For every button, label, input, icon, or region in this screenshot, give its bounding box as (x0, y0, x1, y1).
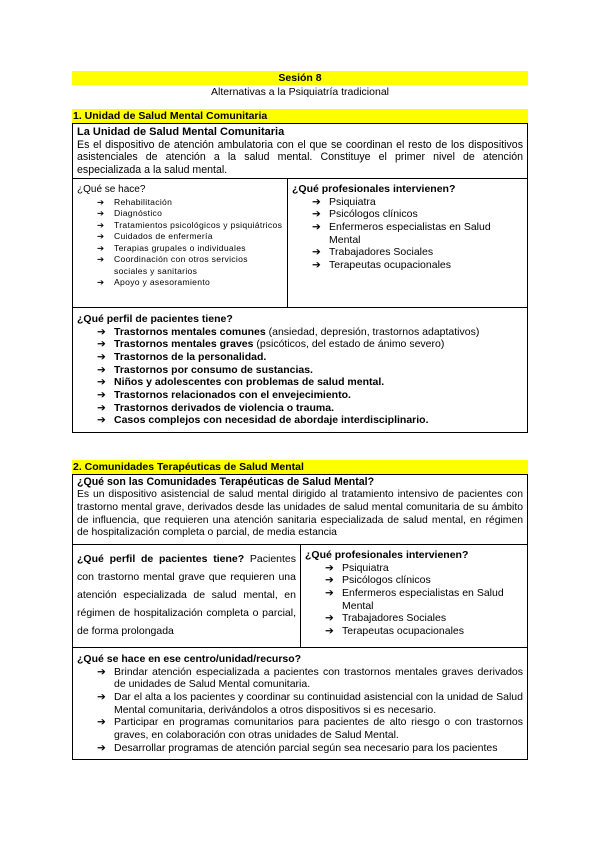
list-item (97, 338, 523, 351)
section-2-intro-text: Es un dispositivo asistencial de salud mental dirigido al tratamiento intensivo de pacientes con trastorno mental grave, derivados desde las unidades de salud mental comunitaria de su ámbito de influencia, que requieren una atención sanitaria especializada de salud mental, en régimen de hospitalización completa o parcial, de media estancia (77, 489, 523, 539)
section-1-intro-text: Es el dispositivo de atención ambulatoria con el que se coordinan el resto de los dispositivos asistenciales de atención a la salud mental. Constituye el primer nivel de atención especializada a la salud mental. (77, 138, 523, 176)
list-item-text: Cuidados de enfermería (114, 231, 213, 241)
list-item (97, 231, 283, 243)
list-item-text: Trabajadores Sociales (342, 612, 447, 625)
profile-item-bold: Niños y adolescentes con problemas de salud mental. (114, 376, 385, 389)
section-1-intro-cell (73, 124, 527, 179)
list-item-text: Brindar atención especializada a pacientes con trastornos mentales graves derivados de unidades de Salud Mental comunitaria. (114, 665, 523, 691)
arrow-bullet-icon: ➔ (97, 401, 106, 414)
arrow-bullet-icon: ➔ (97, 208, 105, 218)
list-item-text: Rehabilitación (114, 196, 173, 207)
arrow-bullet-icon: ➔ (97, 231, 105, 241)
list-item (312, 259, 523, 272)
list-item (325, 625, 523, 638)
section-1-two-column-row (73, 179, 527, 308)
section-2-intro-cell (73, 475, 527, 545)
section-1-professionals-cell (288, 179, 527, 307)
section-2-profile-text: Pacientes con trastorno mental grave que requieren una atención especializada de salud mental, en régimen de hospitalización completa o parcial, de forma prolongada (77, 553, 297, 637)
list-item (312, 221, 523, 246)
section-1-profile-cell (73, 308, 527, 432)
list-item (312, 196, 523, 209)
profile-item-bold: Trastornos de la personalidad. (114, 350, 267, 363)
list-item-text: Terapeutas ocupacionales (329, 259, 452, 272)
section-2-profile-cell (73, 545, 301, 647)
list-item (312, 208, 523, 221)
section-2-what-list (77, 666, 523, 755)
section-1-heading: 1. Unidad de Salud Mental Comunitaria (72, 109, 528, 123)
arrow-bullet-icon: ➔ (325, 561, 334, 574)
list-item-text: Terapeutas ocupacionales (342, 625, 465, 638)
section-1-professionals-title: ¿Qué profesionales intervienen? (292, 183, 456, 195)
list-item (97, 326, 523, 339)
section-1-what-title: ¿Qué se hace? (77, 184, 146, 195)
section-1-intro-title: La Unidad de Salud Mental Comunitaria (77, 126, 285, 138)
list-item (97, 351, 523, 364)
section-2-two-column-row (73, 545, 527, 648)
section-2-what-cell (73, 648, 527, 759)
arrow-bullet-icon: ➔ (97, 363, 106, 376)
list-item-text: Diagnóstico (114, 208, 163, 218)
section-1-profile-title: ¿Qué perfil de pacientes tiene? (77, 313, 233, 325)
session-subtitle: Alternativas a la Psiquiatría tradicional (210, 86, 389, 98)
arrow-bullet-icon: ➔ (312, 246, 321, 259)
profile-item-bold: Trastornos por consumo de sustancias. (114, 363, 313, 376)
section-1-what-list (77, 197, 283, 289)
list-item (97, 402, 523, 415)
section-2-what-title: ¿Qué se hace en ese centro/unidad/recurso? (77, 653, 302, 665)
list-item (97, 666, 523, 691)
arrow-bullet-icon: ➔ (97, 376, 106, 389)
list-item (97, 243, 283, 255)
section-1-professionals-list (292, 196, 523, 272)
section-2-professionals-cell (301, 545, 527, 647)
profile-item-detail: (ansiedad, depresión, trastornos adaptativos) (265, 325, 480, 338)
profile-item-bold: Trastornos relacionados con el envejecimiento. (114, 389, 351, 402)
arrow-bullet-icon: ➔ (97, 325, 106, 338)
profile-item-bold: Trastornos mentales graves (114, 338, 254, 351)
arrow-bullet-icon: ➔ (312, 220, 321, 233)
list-item-text: Apoyo y asesoramiento (114, 277, 211, 287)
list-item (97, 364, 523, 377)
list-item (325, 562, 523, 575)
list-item (97, 376, 523, 389)
arrow-bullet-icon: ➔ (97, 716, 106, 729)
arrow-bullet-icon: ➔ (97, 690, 106, 703)
list-item (97, 208, 283, 220)
section-2-professionals-list (305, 562, 523, 638)
list-item (97, 742, 523, 755)
list-item-text: Enfermeros especialistas en Salud Mental (342, 586, 504, 612)
arrow-bullet-icon: ➔ (312, 195, 321, 208)
list-item-text: Terapias grupales o individuales (114, 242, 246, 253)
arrow-bullet-icon: ➔ (97, 414, 106, 427)
list-item-text: Coordinación con otros servicios sociales y sanitarios (114, 254, 248, 276)
arrow-bullet-icon: ➔ (97, 219, 105, 230)
list-item-text: Desarrollar programas de atención parcial según sea necesario para los pacientes (114, 741, 498, 754)
section-2-table (72, 474, 528, 760)
list-item-text: Psicólogos clínicos (342, 574, 431, 587)
list-item-text: Dar el alta a los pacientes y coordinar su continuidad asistencial con la unidad de Salud Mental comunitaria, derivándolos a otros dispositivos si es necesario. (114, 690, 523, 716)
arrow-bullet-icon: ➔ (97, 277, 105, 287)
section-1-table (72, 123, 528, 433)
section-2-heading: 2. Comunidades Terapéuticas de Salud Mental (72, 460, 528, 474)
list-item (325, 587, 523, 612)
arrow-bullet-icon: ➔ (97, 741, 106, 754)
section-2-profile-title: ¿Qué perfil de pacientes tiene? (77, 553, 245, 565)
session-title: Sesión 8 (72, 71, 528, 85)
profile-item-bold: Trastornos derivados de violencia o trauma. (114, 401, 334, 414)
arrow-bullet-icon: ➔ (312, 208, 321, 221)
section-2-intro-title: ¿Qué son las Comunidades Terapéuticas de Salud Mental? (77, 476, 375, 488)
arrow-bullet-icon: ➔ (97, 242, 105, 253)
list-item-text: Tratamientos psicológicos y psiquiátricos (114, 219, 283, 230)
arrow-bullet-icon: ➔ (97, 350, 106, 363)
section-1-what-cell (73, 179, 288, 307)
list-item-text: Psiquiatra (342, 561, 389, 574)
arrow-bullet-icon: ➔ (312, 259, 321, 272)
arrow-bullet-icon: ➔ (97, 196, 105, 207)
profile-item-bold: Trastornos mentales comunes (114, 325, 266, 338)
profile-item-bold: Casos complejos con necesidad de abordaje interdisciplinario. (114, 414, 429, 427)
list-item (325, 612, 523, 625)
list-item-text: Enfermeros especialistas en Salud Mental (329, 220, 491, 246)
arrow-bullet-icon: ➔ (325, 586, 334, 599)
arrow-bullet-icon: ➔ (97, 338, 106, 351)
list-item-text: Psicólogos clínicos (329, 208, 418, 221)
list-item (97, 197, 283, 209)
section-1-profile-list (77, 326, 523, 428)
list-item (97, 414, 523, 427)
list-item (97, 691, 523, 716)
section-2-professionals-title: ¿Qué profesionales intervienen? (305, 549, 469, 561)
document-page (72, 71, 528, 760)
list-item (97, 277, 283, 289)
arrow-bullet-icon: ➔ (325, 574, 334, 587)
arrow-bullet-icon: ➔ (325, 625, 334, 638)
arrow-bullet-icon: ➔ (97, 389, 106, 402)
list-item-text: Participar en programas comunitarios para pacientes de alto riesgo o con trastornos graves, en colaboración con otras unidades de Salud Mental. (114, 716, 523, 742)
profile-item-detail: (psicóticos, del estado de ánimo severo) (253, 338, 445, 351)
list-item (97, 716, 523, 741)
list-item-text: Trabajadores Sociales (329, 246, 434, 259)
list-item (97, 389, 523, 402)
list-item (325, 574, 523, 587)
arrow-bullet-icon: ➔ (97, 665, 106, 678)
list-item-text: Psiquiatra (329, 195, 376, 208)
arrow-bullet-icon: ➔ (325, 612, 334, 625)
list-item (97, 220, 283, 232)
arrow-bullet-icon: ➔ (97, 254, 105, 264)
list-item (97, 254, 283, 277)
list-item (312, 246, 523, 259)
